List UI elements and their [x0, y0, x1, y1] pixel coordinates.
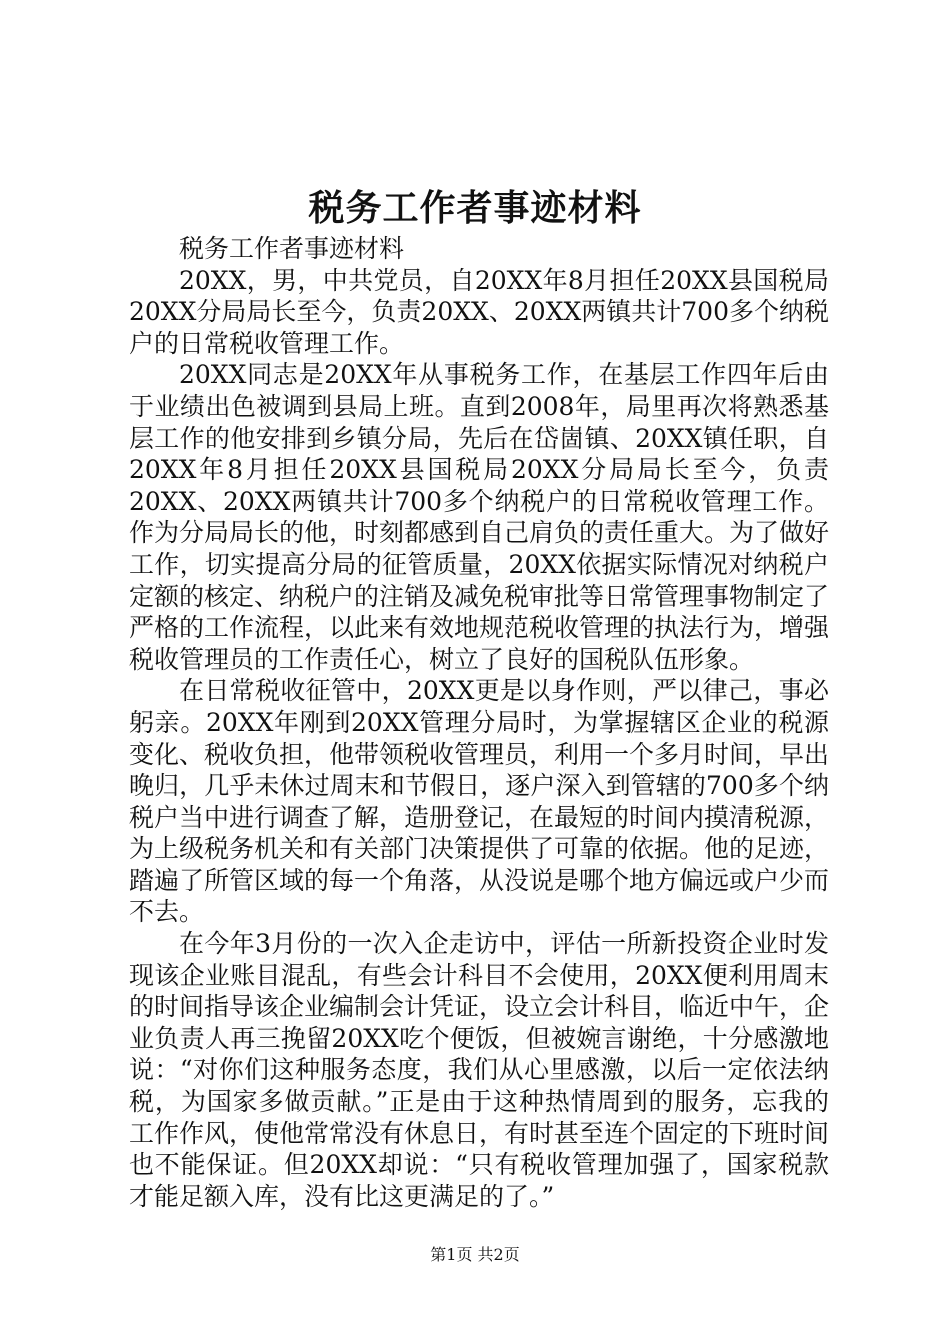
paragraph-subtitle: 税务工作者事迹材料: [179, 234, 405, 263]
paragraph-daily-work: 在日常税收征管中，20XX更是以身作则，严以律己，事必躬亲。20XX年刚到20XX管理分局时，为掌握辖区企业的税源变化、税收负担，他带领税收管理员，利用一个多月时间，早出晚归，几乎未休过周末和节假日，逐户深入到管辖的700多个纳税户当中进行调查了解，造册登记，在最短的时间内摸清税源，为上级税务机关和有关部门决策提供了可靠的依据。他的足迹，踏遍了所管区域的每一个角落，从没说是哪个地方偏远或户少而不去。: [129, 676, 830, 927]
paragraph-intro: 20XX，男，中共党员，自20XX年8月担任20XX县国税局20XX分局局长至今，负责20XX、20XX两镇共计700多个纳税户的日常税收管理工作。: [129, 265, 829, 358]
document-title: 税务工作者事迹材料: [308, 187, 642, 229]
document-body: [129, 233, 829, 1212]
paragraph-career: 20XX同志是20XX年从事税务工作，在基层工作四年后由于业绩出色被调到县局上班。直到2008年，局里再次将熟悉基层工作的他安排到乡镇分局，先后在岱崮镇、20XX镇任职，自20XX年8月担任20XX县国税局20XX分局局长至今，负责20XX、20XX两镇共计700多个纳税户的日常税收管理工作。作为分局局长的他，时刻都感到自己肩负的责任重大。为了做好工作，切实提高分局的征管质量，20XX依据实际情况对纳税户定额的核定、纳税户的注销及减免税审批等日常管理事物制定了严格的工作流程，以此来有效地规范税收管理的执法行为，增强税收管理员的工作责任心，树立了良好的国税队伍形象。: [129, 360, 830, 674]
paragraph-enterprise-visit: 在今年3月份的一次入企走访中，评估一所新投资企业时发现该企业账目混乱，有些会计科目不会使用，20XX便利用周末的时间指导该企业编制会计凭证，设立会计科目，临近中午，企业负责人再三挽留20XX吃个便饭，但被婉言谢绝，十分感激地说：“对你们这种服务态度，我们从心里感激，以后一定依法纳税，为国家多做贡献。”正是由于这种热情周到的服务，忘我的工作作风，使他常常没有休息日，有时甚至连个固定的下班时间也不能保证。但20XX却说：“只有税收管理加强了，国家税款才能足额入库，没有比这更满足的了。”: [129, 929, 830, 1211]
page-footer: 第1页 共2页: [430, 1245, 520, 1264]
